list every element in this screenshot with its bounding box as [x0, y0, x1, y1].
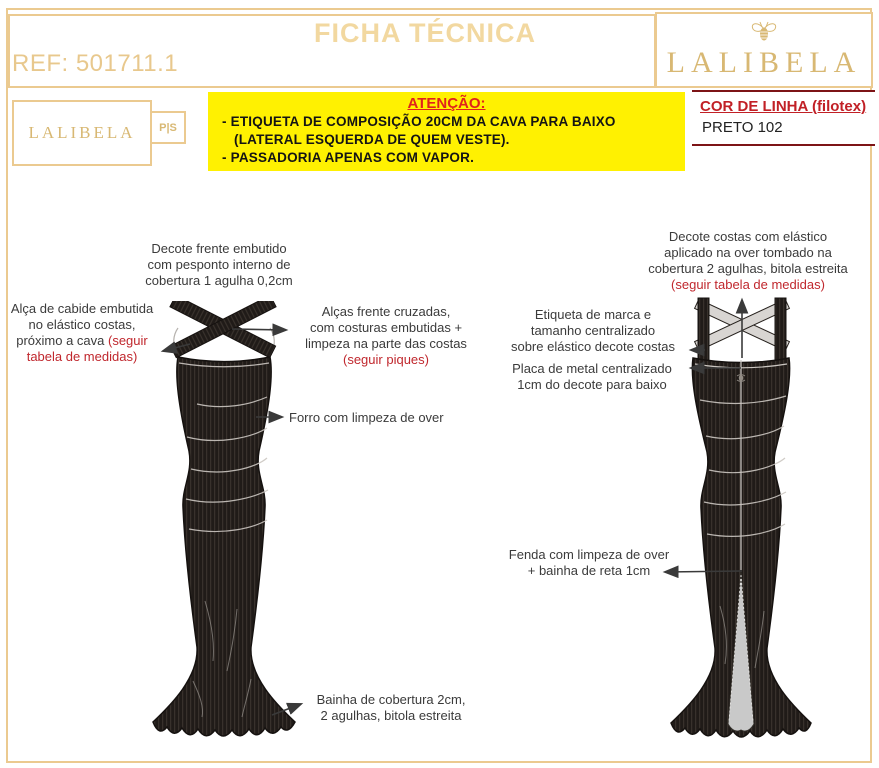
annotation-fenda: Fenda com limpeza de over + bainha de reta 1cm: [508, 547, 670, 578]
attention-line: - ETIQUETA DE COMPOSIÇÃO 20CM DA CAVA PARA BAIXO: [222, 114, 616, 129]
crossed-straps: [170, 301, 276, 358]
thread-color-value: PRETO 102: [702, 119, 783, 136]
brand-logo-box: [655, 12, 873, 88]
annotation-alcas-cruzadas: Alças frente cruzadas, com costuras embutidas + limpeza na parte das costas (seguir piques): [305, 304, 467, 367]
annotation-forro: Forro com limpeza de over: [289, 410, 444, 425]
attention-line: (LATERAL ESQUERDA DE QUEM VESTE).: [234, 132, 510, 147]
annotation-etiqueta-marca: Etiqueta de marca e tamanho centralizado sobre elástico decote costas: [510, 307, 676, 354]
back-dress-drawing: [662, 296, 822, 746]
attention-line: - PASSADORIA APENAS COM VAPOR.: [222, 150, 475, 165]
attention-title: ATENÇÃO:: [407, 95, 486, 112]
page-title: FICHA TÉCNICA: [314, 18, 536, 48]
brand-name: LALIBELA: [666, 46, 862, 79]
annotation-alca-cabide: Alça de cabide embutida no elástico costas, próximo a cava (seguir tabela de medidas): [10, 301, 154, 364]
annotation-decote-costas: Decote costas com elástico aplicado na over tombado na cobertura 2 agulhas, bitola estreita (seguir tabela de medidas): [648, 229, 848, 292]
front-dress-drawing: [145, 301, 305, 746]
size-tag-box: [150, 111, 186, 144]
brand-small-box: [12, 100, 152, 166]
dress-body: [153, 357, 295, 736]
annotation-decote-frente: Decote frente embutido com pesponto interno de cobertura 1 agulha 0,2cm: [145, 241, 293, 288]
ref-number: REF: 501711.1: [12, 50, 179, 77]
size-tag: P|S: [159, 121, 177, 134]
bee-icon: [747, 18, 781, 44]
annotation-bainha: Bainha de cobertura 2cm, 2 agulhas, bitola estreita: [316, 692, 466, 723]
thread-color-box: [692, 90, 875, 146]
annotation-placa-metal: Placa de metal centralizado 1cm do decote para baixo: [512, 361, 672, 392]
brand-small-label: LALIBELA: [28, 123, 136, 142]
attention-box: [208, 92, 685, 171]
thread-color-label: COR DE LINHA (filotex): [700, 98, 867, 115]
